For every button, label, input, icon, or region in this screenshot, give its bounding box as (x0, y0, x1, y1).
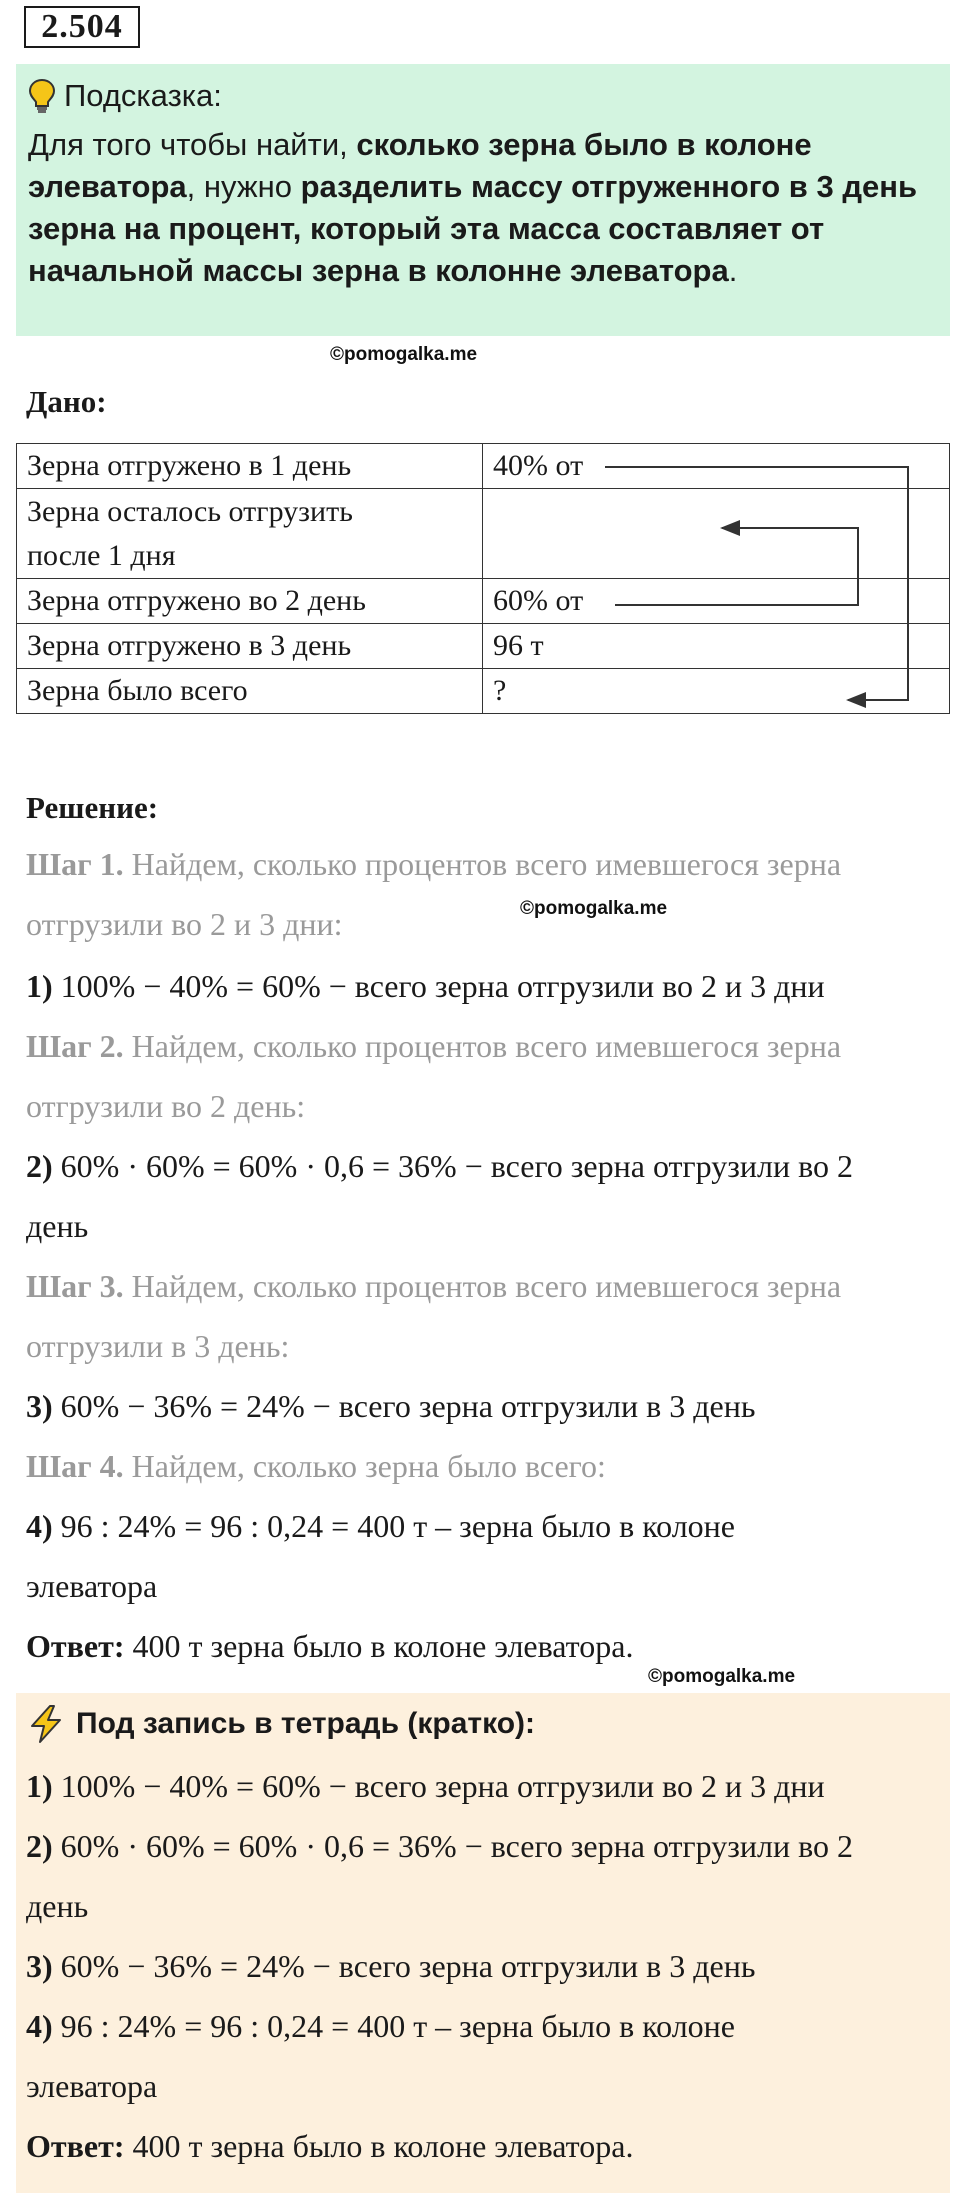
step-3: Шаг 3. Найдем, сколько процентов всего имевшегося зерна (26, 1268, 842, 1304)
notes-equation-4: 4) 96 : 24% = 96 : 0,24 = 400 т – зерна было в колоне (26, 2008, 735, 2044)
watermark: ©pomogalka.me (648, 1666, 796, 1687)
given-value: 96 т (483, 624, 950, 669)
given-value: ? (483, 669, 950, 714)
notes-header (26, 1700, 535, 1748)
notes-title: Под запись в тетрадь (кратко): (76, 1707, 536, 1740)
equation-2-cont: день (26, 1208, 89, 1244)
hint-text: Для того чтобы найти, сколько зерна было в колоне элеватора, нужно разделить массу отгруженного в 3 день зерна на процент, который эта масса составляет от начальной массы зерна в колонне элеватора. (28, 127, 918, 288)
equation-3: 3) 60% − 36% = 24% − всего зерна отгрузили в 3 день (26, 1388, 756, 1424)
step-3-cont: отгрузили в 3 день: (26, 1328, 290, 1364)
equation-4: 4) 96 : 24% = 96 : 0,24 = 400 т – зерна было в колоне (26, 1508, 735, 1544)
given-value: 60% от (483, 579, 950, 624)
answer: Ответ: 400 т зерна было в колоне элеватора. (26, 1628, 634, 1664)
lightbulb-icon (28, 78, 56, 114)
lightning-icon (26, 1704, 66, 1744)
given-label: Зерна отгружено во 2 день (17, 579, 483, 624)
given-label: Зерна было всего (17, 669, 483, 714)
step-1-cont: отгрузили во 2 и 3 дни: (26, 906, 343, 942)
notes-answer: Ответ: 400 т зерна было в колоне элеватора. (26, 2128, 634, 2164)
given-value (483, 489, 950, 579)
step-2-cont: отгрузили во 2 день: (26, 1088, 306, 1124)
given-value: 40% от (483, 444, 950, 489)
equation-2: 2) 60% · 60% = 60% · 0,6 = 36% − всего зерна отгрузили во 2 (26, 1148, 853, 1184)
equation-4-cont: элеватора (26, 1568, 158, 1604)
table-row (17, 579, 950, 624)
solution-title: Решение: (26, 790, 159, 825)
table-row (17, 669, 950, 714)
watermark: ©pomogalka.me (330, 344, 478, 365)
watermark: ©pomogalka.me (520, 898, 668, 919)
step-1: Шаг 1. Найдем, сколько процентов всего имевшегося зерна (26, 846, 842, 882)
given-title: Дано: (26, 384, 107, 419)
given-label: Зерна отгружено в 1 день (17, 444, 483, 489)
notes-equation-2: 2) 60% · 60% = 60% · 0,6 = 36% − всего зерна отгрузили во 2 (26, 1828, 853, 1864)
given-label: Зерна отгружено в 3 день (17, 624, 483, 669)
table-row (17, 489, 950, 579)
equation-1: 1) 100% − 40% = 60% − всего зерна отгрузили во 2 и 3 дни (26, 968, 825, 1004)
table-row (17, 624, 950, 669)
hint-header (28, 74, 938, 118)
problem-number: 2.504 (24, 6, 140, 48)
notes-equation-2-cont: день (26, 1888, 89, 1924)
step-2: Шаг 2. Найдем, сколько процентов всего имевшегося зерна (26, 1028, 842, 1064)
hint-box (16, 64, 950, 336)
table-row (17, 444, 950, 489)
given-label: Зерна осталось отгрузить после 1 дня (17, 489, 483, 579)
step-4: Шаг 4. Найдем, сколько зерна было всего: (26, 1448, 606, 1484)
given-table (16, 443, 950, 714)
notes-equation-3: 3) 60% − 36% = 24% − всего зерна отгрузили в 3 день (26, 1948, 756, 1984)
notes-equation-4-cont: элеватора (26, 2068, 158, 2104)
notes-equation-1: 1) 100% − 40% = 60% − всего зерна отгрузили во 2 и 3 дни (26, 1768, 825, 1804)
hint-title: Подсказка: (64, 78, 222, 113)
